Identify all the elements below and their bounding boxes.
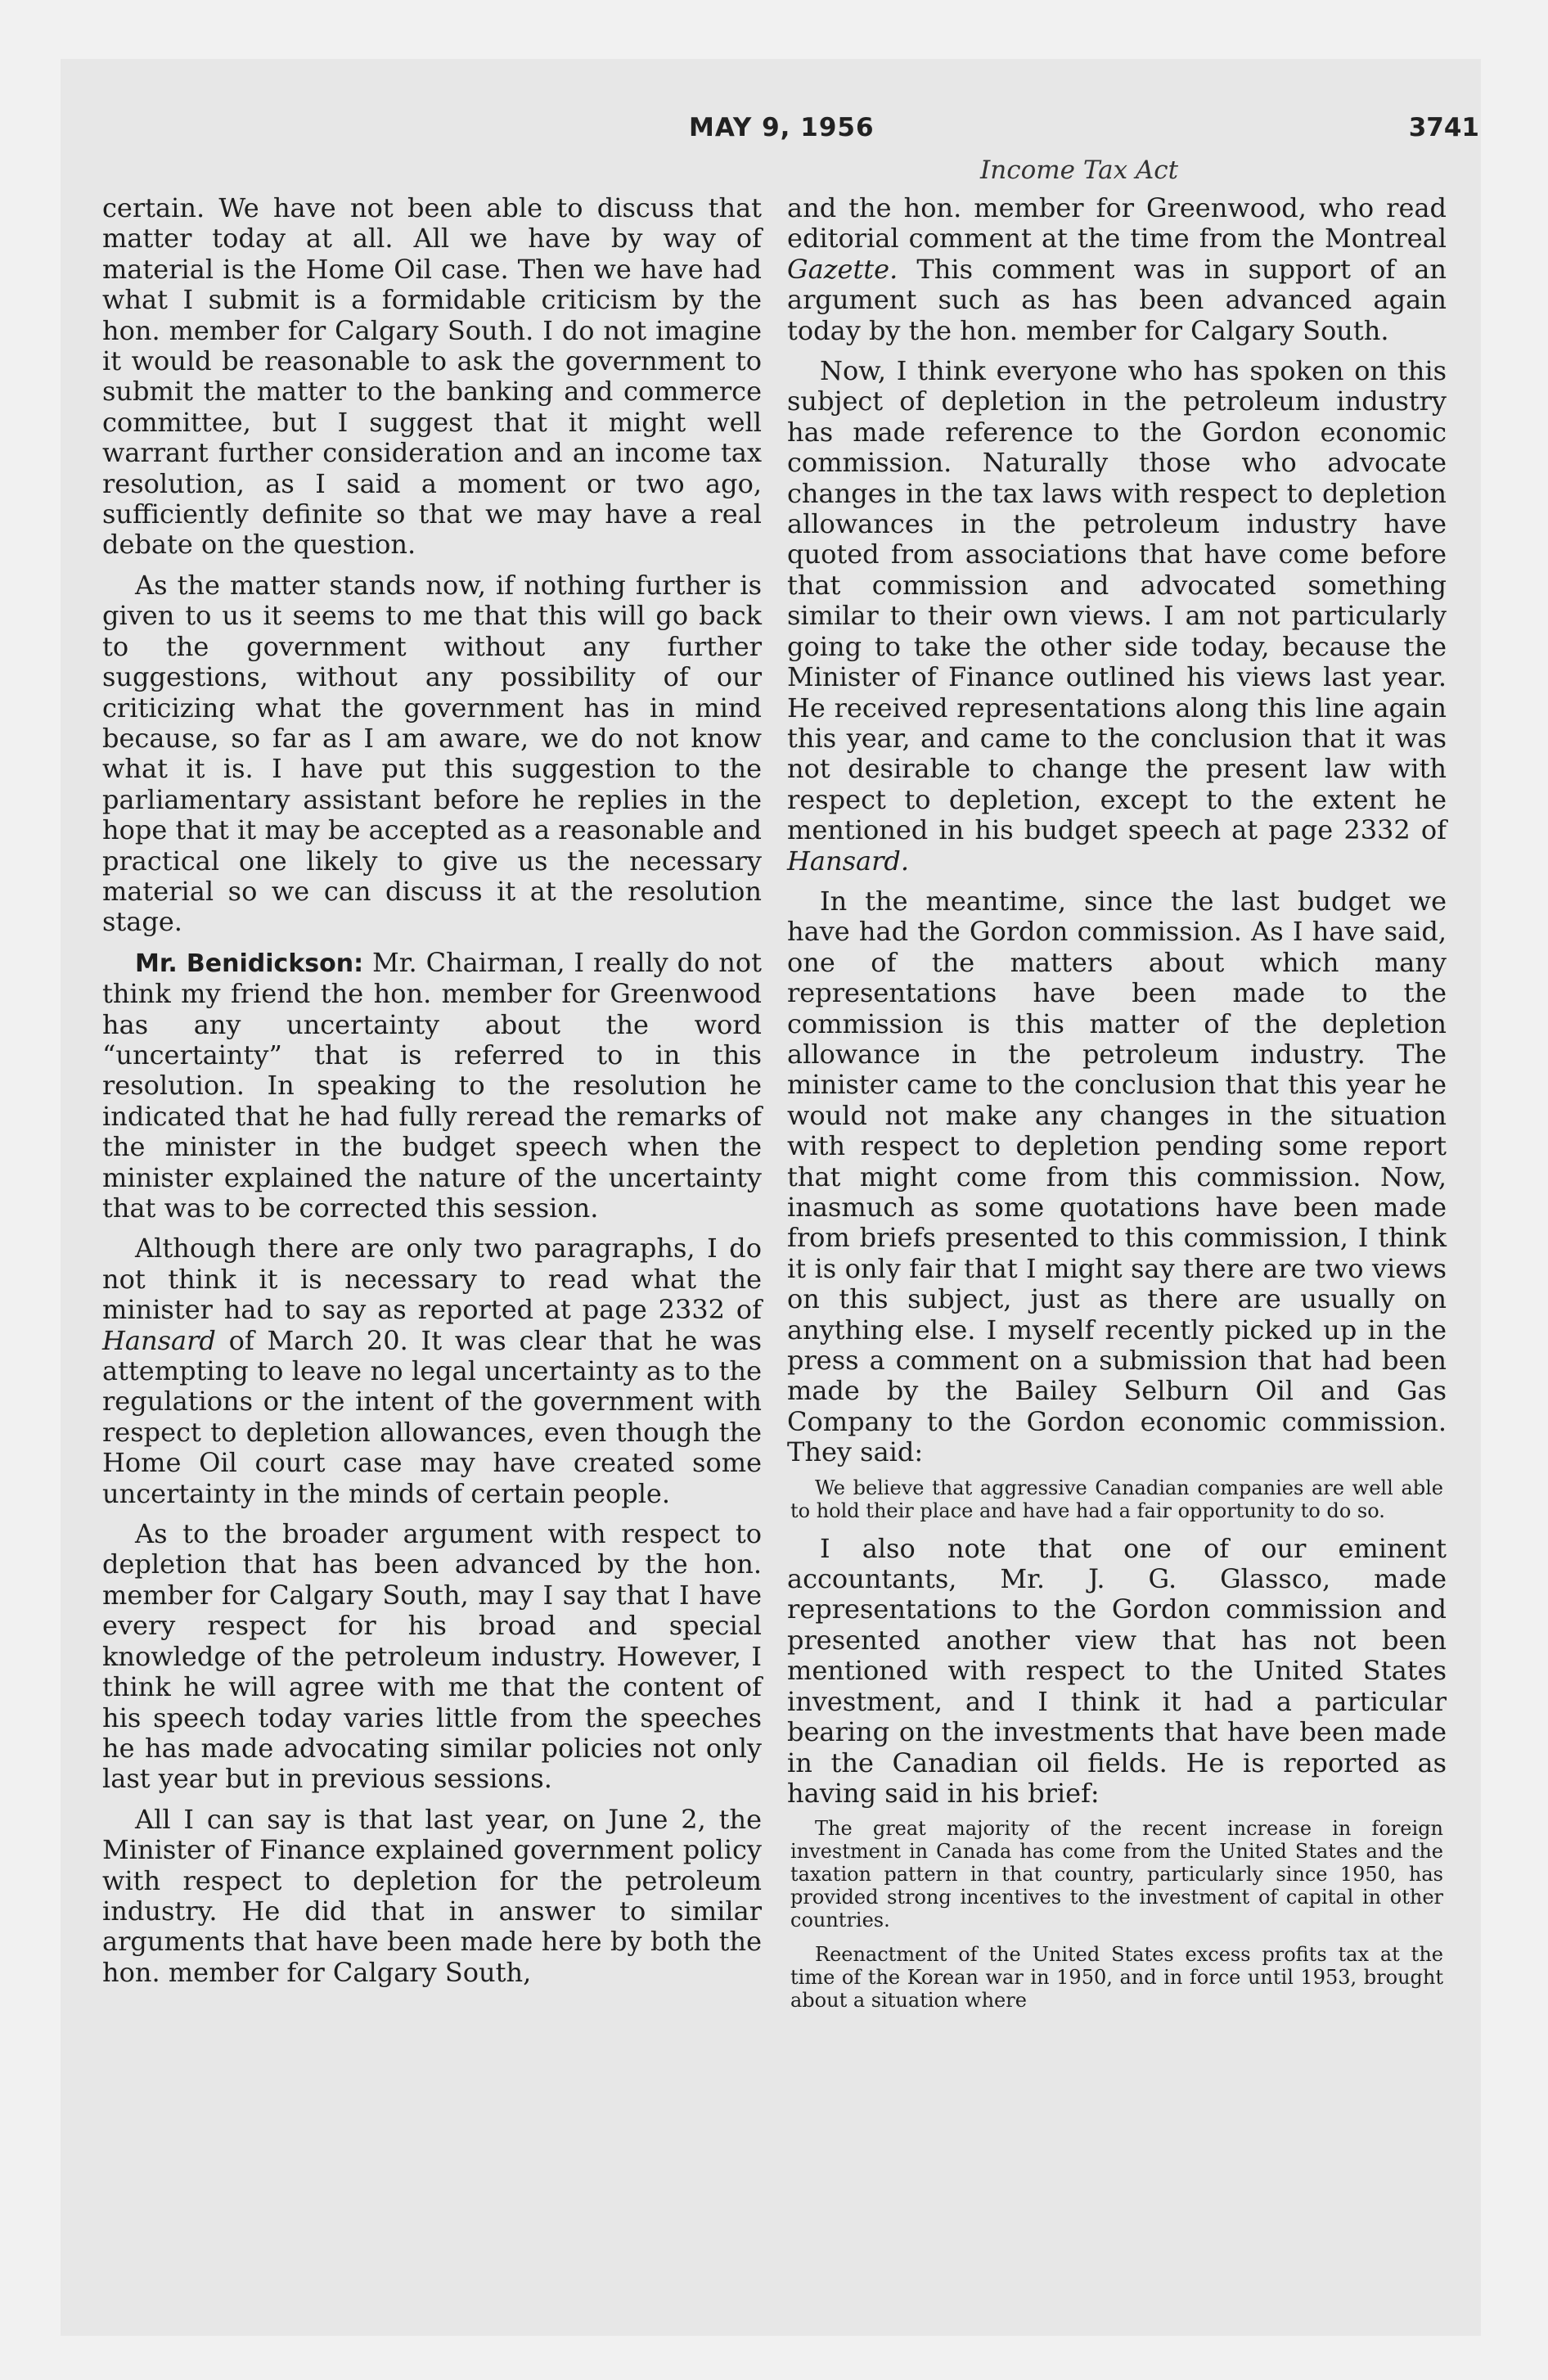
paragraph — [787, 193, 1447, 346]
page-date: MAY 9, 1956 — [689, 113, 875, 142]
paragraph: As the matter stands now, if nothing further is given to us it seems to me that this will go back to the government without any further suggestions, without any possibility of our criticizing what the government has in mind because, so far as I am aware, we do not know what it is. I have put this suggestion to the parliamentary assistant before he replies in the hope that it may be accepted as a reasonable and practical one likely to give us the necessary material so we can discuss it at the resolution stage. — [102, 569, 762, 938]
paragraph — [102, 948, 762, 1224]
text-run: Now, I think everyone who has spoken on this subject of depletion in the petroleum industry has made reference to the Gordon economic commission. Naturally those who advocate changes in the tax laws with respect to depletion allowances in the petroleum industry have quoted from associations that have come before that commission and advocated something similar to their own views. I am not particularly going to take the other side today, because the Minister of Finance outlined his views last year. He received representations along this line again this year, and came to the conclusion that it was not desirable to change the present law with respect to depletion, except to the extent he mentioned in his budget speech at page 2332 of — [787, 355, 1447, 846]
speech-text: Mr. Chairman, I really do not think my friend the hon. member for Greenwood has any uncertainty about the word “uncertainty” that is referred to in this resolution. In speaking to the resolution he indicated that he had fully reread the remarks of the minister in the budget speech when the minister explained the nature of the uncertainty that was to be corrected this session. — [102, 946, 763, 1224]
paragraph: In the meantime, since the last budget we have had the Gordon commission. As I have said, one of the matters about which many representations have been made to the commission is this matter of the depletion allowance in the petroleum industry. The minister came to the conclusion that this year he would not make any changes in the situation with respect to depletion pending some report that might come from this commission. Now, inasmuch as some quotations have been made from briefs presented to this commission, I think it is only fair that I might say there are two views on this subject, just as there are usually on anything else. I myself recently picked up in the press a comment on a submission that had been made by the Bailey Selburn Oil and Gas Company to the Gordon economic commission. They said: — [787, 885, 1447, 1468]
paragraph: All I can say is that last year, on June 2, the Minister of Finance explained government policy with respect to depletion for the petroleum industry. He did that in answer to similar arguments that have been made here by both the hon. member for Calgary South, — [102, 1803, 762, 1988]
paragraph: I also note that one of our eminent accountants, Mr. J. G. Glassco, made representations to the Gordon commission and presented another view that has not been mentioned with respect to the United States investment, and I think it had a particular bearing on the investments that have been made in the Canadian oil fields. He is reported as having said in his brief: — [787, 1532, 1447, 1809]
text-run: This comment was in support of an argument such as has been advanced again today by the hon. member for Calgary South. — [787, 253, 1447, 346]
right-column — [787, 193, 1447, 2023]
paragraph: As to the broader argument with respect to depletion that has been advanced by the hon. member for Calgary South, may I say that I have every respect for his broad and special knowledge of the petroleum industry. However, I think he will agree with me that the content of his speech today varies little from the speeches he has made advocating similar policies not only last year but in previous sessions. — [102, 1518, 762, 1795]
left-column — [102, 193, 762, 1988]
speaker-name: Mr. Benidickson: — [135, 949, 364, 978]
block-quote: Reenactment of the United States excess profits tax at the time of the Korean war in 1950, and in force until 1953, brought about a situation where — [790, 1943, 1443, 2013]
paragraph — [787, 356, 1447, 877]
section-subject: Income Tax Act — [980, 156, 1179, 185]
paragraph: certain. We have not been able to discuss that matter today at all. All we have by way of material is the Home Oil case. Then we have had what I submit is a formidable criticism by the hon. member for Calgary South. I do not imagine it would be reasonable to ask the government to submit the matter to the banking and commerce committee, but I suggest that it might well warrant further consideration and an income tax resolution, as I said a moment or two ago, sufficiently definite so that we may have a real debate on the question. — [102, 192, 762, 561]
italic-run: Gazette. — [787, 253, 898, 285]
page-number: 3741 — [1408, 113, 1479, 142]
text-run: Although there are only two paragraphs, I do not think it is necessary to read what the minister had to say as reported at page 2332 of — [102, 1233, 762, 1326]
italic-run: Hansard — [102, 1324, 216, 1356]
block-quote: The great majority of the recent increase in foreign investment in Canada has come from the United States and the taxation pattern in that country, particularly since 1950, has provided strong incentives to the investment of capital in other countries. — [790, 1817, 1443, 1932]
text-run: and the hon. member for Greenwood, who read editorial comment at the time from the Montreal — [787, 192, 1447, 255]
italic-run: Hansard. — [787, 845, 910, 877]
text-run: of March 20. It was clear that he was attempting to leave no legal uncertainty as to the regulations or the intent of the government with respect to depletion allowances, even though the Home Oil court case may have created some uncertainty in the minds of certain people. — [102, 1324, 762, 1509]
paragraph — [102, 1233, 762, 1509]
block-quote: We believe that aggressive Canadian companies are well able to hold their place and have had a fair opportunity to do so. — [790, 1476, 1443, 1522]
